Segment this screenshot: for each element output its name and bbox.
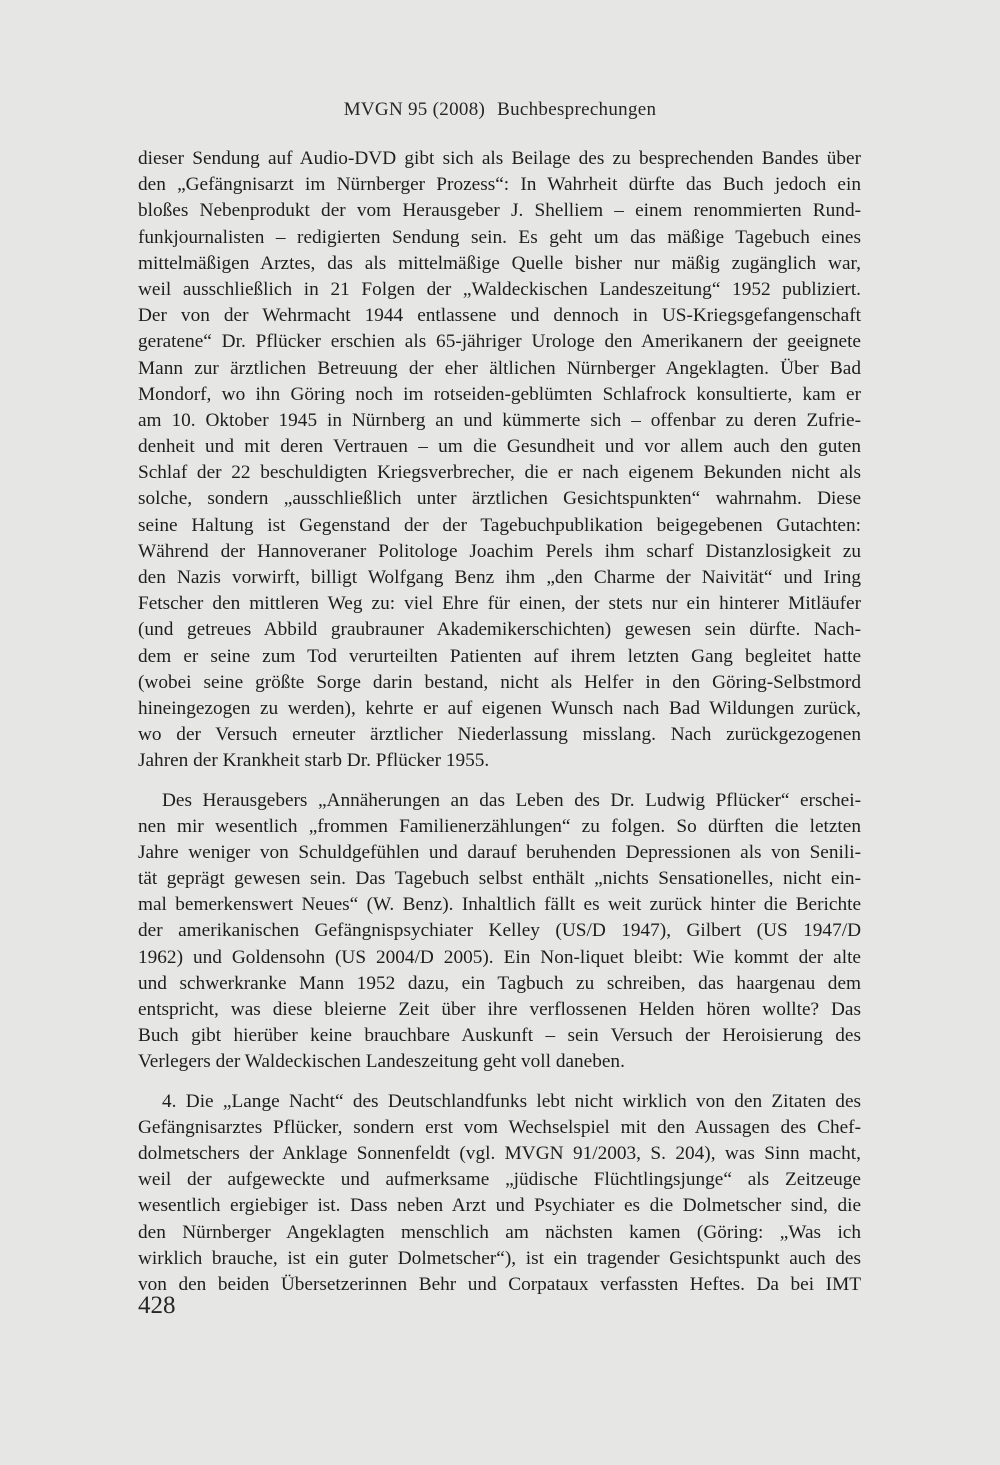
text-line: Verlegers der Waldeckischen Landeszeitung geht voll daneben. — [138, 1051, 625, 1073]
text-line: dolmetschers der Anklage Sonnenfeldt (vgl. MVGN 91/2003, S. 204), was Sinn macht, — [138, 1142, 861, 1164]
text-line: wirklich brauche, ist ein guter Dolmetscher“), ist ein tragender Gesichtspunkt auch des — [138, 1247, 861, 1269]
text-line: Mondorf, wo ihn Göring noch im rotseiden-geblümten Schlafrock konsultierte, kam er — [138, 383, 861, 405]
text-line: nen mir wesentlich „frommen Familienerzählungen“ zu folgen. So dürften die letzten — [138, 815, 861, 837]
text-line: dieser Sendung auf Audio-DVD gibt sich als Beilage des zu besprechenden Bandes über — [138, 148, 861, 169]
paragraph — [138, 788, 861, 1076]
text-line: denheit und mit deren Vertrauen – um die Gesundheit und vor allem auch den guten — [138, 436, 861, 458]
text-line: von den beiden Übersetzerinnen Behr und Corpataux verfassten Heftes. Da bei IMT — [138, 1273, 861, 1295]
text-line: seine Haltung ist Gegenstand der der Tagebuchpublikation beigegebenen Gutachten: — [138, 514, 861, 536]
text-line: geratene“ Dr. Pflücker erschien als 65-jähriger Urologe den Amerikanern der geeignete — [138, 331, 861, 353]
text-line: den Nürnberger Angeklagten menschlich am nächsten kamen (Göring: „Was ich — [138, 1221, 861, 1243]
text-line: (wobei seine größte Sorge darin bestand, nicht als Helfer in den Göring-Selbstmord — [138, 671, 861, 693]
text-line: Gefängnisarztes Pflücker, sondern erst vom Wechselspiel mit den Aussagen des Chef- — [138, 1116, 861, 1138]
text-line: den Nazis vorwirft, billigt Wolfgang Benz ihm „den Charme der Naivität“ und Iring — [138, 567, 861, 588]
paragraph — [138, 146, 861, 775]
text-line: bloßes Nebenprodukt der vom Herausgeber J. Shelliem – einem renommierten Rund- — [138, 200, 861, 222]
text-line: den „Gefängnisarzt im Nürnberger Prozess“: In Wahrheit dürfte das Buch jedoch ein — [138, 174, 861, 196]
text-line: der amerikanischen Gefängnispsychiater Kelley (US/D 1947), Gilbert (US 1947/D — [138, 920, 861, 942]
text-line: mal bemerkenswert Neues“ (W. Benz). Inhaltlich fällt es weit zurück hinter die Berichte — [138, 894, 861, 916]
text-line: Der von der Wehrmacht 1944 entlassene und dennoch in US-Kriegsgefangenschaft — [138, 305, 861, 327]
text-line: funkjournalisten – redigierten Sendung sein. Es geht um das mäßige Tagebuch eines — [138, 226, 861, 248]
text-line: und schwerkranke Mann 1952 dazu, ein Tagbuch zu schreiben, das haargenau dem — [138, 972, 861, 994]
text-line: Während der Hannoveraner Politologe Joachim Perels ihm scharf Distanzlosigkeit zu — [138, 540, 861, 562]
text-line: Fetscher den mittleren Weg zu: viel Ehre für einen, der stets nur ein hinterer Mitläufer — [138, 593, 861, 615]
text-line: hineingezogen zu werden), kehrte er auf eigenen Wunsch nach Bad Wildungen zurück, — [138, 697, 861, 719]
text-line: Schlaf der 22 beschuldigten Kriegsverbrecher, die er nach eigenem Bekunden nicht als — [138, 462, 861, 484]
page-number: 428 — [138, 1292, 176, 1319]
text-line: (und getreues Abbild graubrauner Akademikerschichten) gewesen sein dürfte. Nach- — [138, 619, 861, 641]
section-title: Buchbesprechungen — [497, 99, 657, 120]
text-line: entspricht, was diese bleierne Zeit über ihre verflossenen Helden hören wollte? Das — [138, 999, 861, 1020]
body-text — [138, 146, 861, 1298]
text-line: Des Herausgebers „Annäherungen an das Leben des Dr. Ludwig Pflücker“ erschei- — [162, 789, 861, 811]
text-line: weil ausschließlich in 21 Folgen der „Waldeckischen Landeszeitung“ 1952 publiziert. — [138, 278, 861, 300]
text-line: Buch gibt hierüber keine brauchbare Auskunft – sein Versuch der Heroisierung des — [138, 1025, 861, 1047]
running-head — [0, 99, 1000, 121]
text-line: solche, sondern „ausschließlich unter ärztlichen Gesichtspunkten“ wahrnahm. Diese — [138, 488, 861, 510]
text-line: Jahren der Krankheit starb Dr. Pflücker 1955. — [138, 750, 490, 772]
paragraph — [138, 1089, 861, 1299]
text-line: dem er seine zum Tod verurteilten Patienten auf ihrem letzten Gang begleitet hatte — [138, 645, 861, 667]
text-line: Mann zur ärztlichen Betreuung der eher ältlichen Nürnberger Angeklagten. Über Bad — [138, 357, 861, 379]
text-line: 4. Die „Lange Nacht“ des Deutschlandfunks lebt nicht wirklich von den Zitaten des — [162, 1090, 861, 1112]
text-line: am 10. Oktober 1945 in Nürnberg an und kümmerte sich – offenbar zu deren Zufrie- — [138, 409, 861, 431]
text-line: 1962) und Goldensohn (US 2004/D 2005). Ein Non-liquet bleibt: Wie kommt der alte — [138, 946, 861, 968]
text-line: mittelmäßigen Arztes, das als mittelmäßige Quelle bisher nur mäßig zugänglich war, — [138, 252, 861, 274]
text-line: Jahre weniger von Schuldgefühlen und darauf beruhenden Depressionen als von Senili- — [138, 841, 861, 863]
journal-reference: MVGN 95 (2008) — [343, 99, 486, 120]
text-line: tät geprägt gewesen sein. Das Tagebuch selbst enthält „nichts Sensationelles, nicht ein- — [138, 868, 861, 890]
text-line: wo der Versuch erneuter ärztlicher Niederlassung misslang. Nach zurückgezogenen — [138, 724, 861, 746]
text-line: weil der aufgeweckte und aufmerksame „jüdische Flüchtlingsjunge“ als Zeitzeuge — [138, 1169, 861, 1191]
text-line: wesentlich ergiebiger ist. Dass neben Arzt und Psychiater es die Dolmetscher sind, die — [138, 1195, 861, 1217]
